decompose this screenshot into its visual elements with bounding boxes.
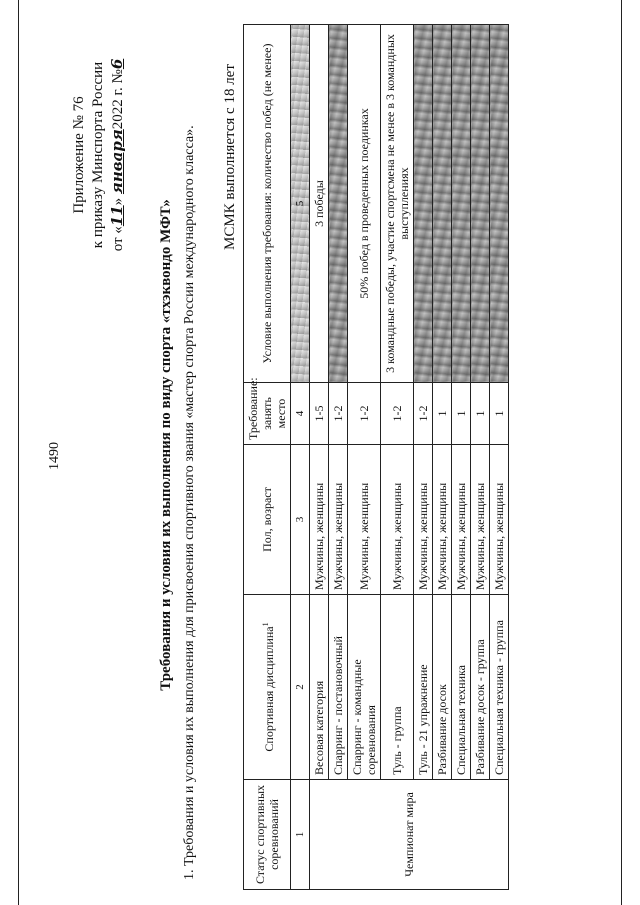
place-cell: 1-2: [348, 383, 381, 445]
msmk-note: МСМК выполняется с 18 лет: [222, 64, 238, 250]
header-discipline: [244, 595, 291, 780]
discipline-cell: Разбивание досок - группа: [471, 595, 490, 780]
appendix-line1: Приложение № 76: [71, 96, 87, 214]
condition-cell: 3 командные победы, участие спортсмена не менее в 3 командных выступлениях: [381, 25, 414, 383]
condition-cell: [414, 25, 433, 383]
date-prefix: от «: [110, 226, 126, 252]
condition-cell: [452, 25, 471, 383]
table-row: [310, 25, 329, 890]
table-row: [348, 25, 381, 890]
header-discipline-text: Спортивная дисциплина: [261, 626, 276, 752]
table-row: [433, 25, 452, 890]
table-row: [381, 25, 414, 890]
table-header-row: [244, 25, 291, 890]
table-row: [490, 25, 509, 890]
place-cell: 1-2: [329, 383, 348, 445]
place-cell: 1: [471, 383, 490, 445]
col-number: 5: [291, 25, 310, 383]
document-title: Требования и условия их выполнения по виду спорта «тхэквондо МФТ»: [158, 199, 174, 691]
table-row: [471, 25, 490, 890]
table-row: [452, 25, 471, 890]
gender-cell: Мужчины, женщины: [381, 445, 414, 595]
gender-cell: Мужчины, женщины: [433, 445, 452, 595]
col-number: 1: [291, 780, 310, 890]
date-day: 11: [108, 205, 126, 227]
appendix-line3: [108, 35, 128, 275]
header-gender: Пол, возраст: [244, 445, 291, 595]
gender-cell: Мужчины, женщины: [414, 445, 433, 595]
condition-cell: [471, 25, 490, 383]
order-number: 6: [108, 58, 126, 70]
gender-cell: Мужчины, женщины: [452, 445, 471, 595]
condition-cell: [433, 25, 452, 383]
discipline-cell: Туль - группа: [381, 595, 414, 780]
condition-cell: 3 победы: [310, 25, 329, 383]
condition-cell: [329, 25, 348, 383]
section-heading: 1. Требования и условия их выполнения для присвоения спортивного звания «мастер спорта России международного класса».: [182, 125, 197, 880]
col-number: 2: [291, 595, 310, 780]
col-number: 4: [291, 383, 310, 445]
discipline-cell: Спарринг - постановочный: [329, 595, 348, 780]
discipline-cell: Специальная техника: [452, 595, 471, 780]
appendix-line2: к приказу Минспорта России: [90, 61, 106, 249]
place-cell: 1: [452, 383, 471, 445]
date-year: 2022: [110, 99, 126, 130]
page-number: 1490: [47, 442, 62, 470]
condition-cell: 50% побед в проведенных поединках: [348, 25, 381, 383]
place-cell: 1: [490, 383, 509, 445]
discipline-cell: Туль - 21 упражнение: [414, 595, 433, 780]
gender-cell: Мужчины, женщины: [329, 445, 348, 595]
place-cell: 1-2: [414, 383, 433, 445]
requirements-table: [243, 24, 509, 890]
gender-cell: Мужчины, женщины: [310, 445, 329, 595]
date-mid: »: [110, 197, 126, 206]
place-cell: 1-2: [381, 383, 414, 445]
date-month: января: [108, 129, 126, 195]
table-row: [414, 25, 433, 890]
header-place: Требование: занять место: [244, 383, 291, 445]
appendix-block: [70, 35, 128, 275]
condition-cell: [490, 25, 509, 383]
discipline-cell: Разбивание досок: [433, 595, 452, 780]
gender-cell: Мужчины, женщины: [490, 445, 509, 595]
discipline-cell: Специальная техника - группа: [490, 595, 509, 780]
place-cell: 1: [433, 383, 452, 445]
header-status: Статус спортивных соревнований: [244, 780, 291, 890]
status-cell: Чемпионат мира: [310, 780, 509, 890]
number-prefix: г. №: [110, 69, 126, 100]
column-number-row: [291, 25, 310, 890]
header-discipline-footnote: 1: [260, 622, 270, 627]
place-cell: 1-5: [310, 383, 329, 445]
gender-cell: Мужчины, женщины: [471, 445, 490, 595]
header-condition: Условие выполнения требования: количество побед (не менее): [244, 25, 291, 383]
gender-cell: Мужчины, женщины: [348, 445, 381, 595]
discipline-cell: Спарринг - командные соревнования: [348, 595, 381, 780]
table-row: [329, 25, 348, 890]
discipline-cell: Весовая категория: [310, 595, 329, 780]
col-number: 3: [291, 445, 310, 595]
